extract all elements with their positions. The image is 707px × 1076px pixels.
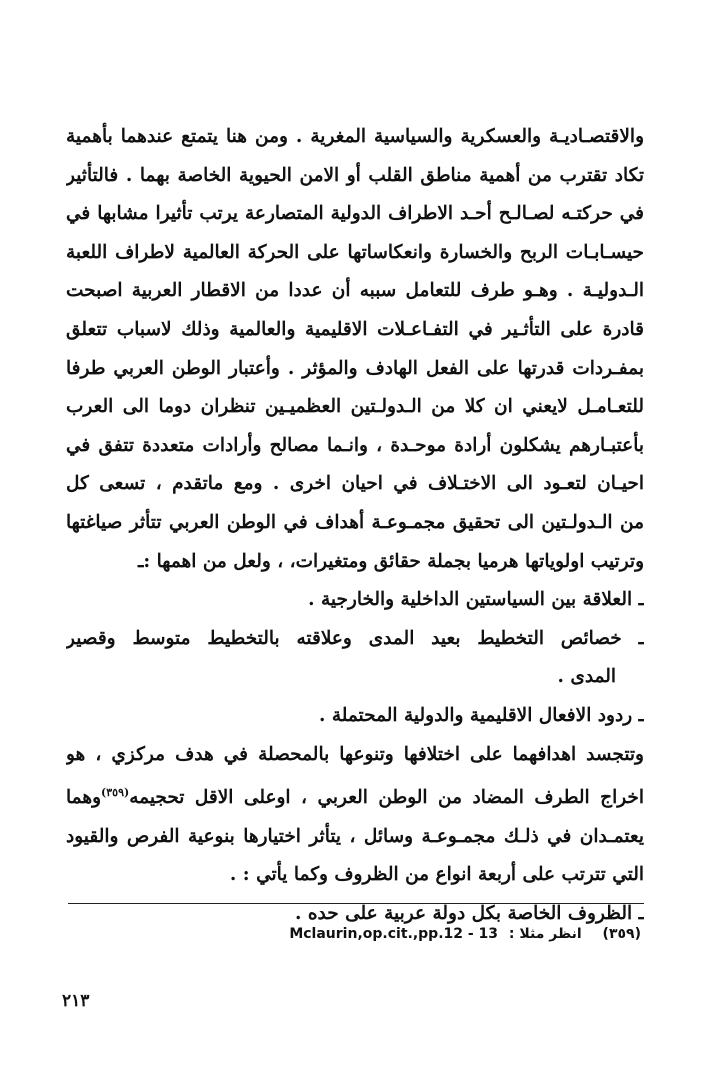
footnote bbox=[81, 926, 641, 942]
footnote-text: انظر مثلا : bbox=[508, 926, 582, 942]
footnote-number: (٣٥٩) bbox=[602, 926, 641, 942]
bullet-item: ـ ردود الافعال الاقليمية والدولية المحتملة . bbox=[318, 704, 644, 726]
footnote-reference: Mclaurin,op.cit.,pp.12 - 13 bbox=[289, 926, 499, 942]
text-line: للتعـامـل لايعني ان كلا من الـدولـتين العظميـين تنظران دوما الى العرب bbox=[66, 396, 644, 418]
footnote-divider bbox=[68, 903, 644, 904]
bullet-item-continuation: المدى . bbox=[557, 666, 616, 688]
text-line: حيسـابـات الربح والخسارة وانعكاساتها على الحركة العالمية لاطراف اللعبة bbox=[66, 241, 644, 263]
bullet-item: ـ العلاقة بين السياستين الداخلية والخارجية . bbox=[308, 589, 644, 611]
text-line: ـ الظروف الخاصة بكل دولة عربية على حده . bbox=[294, 903, 644, 925]
text-line: وتتجسد اهدافهما على اختلافها وتنوعها بالمحصلة في هدف مركزي ، هو bbox=[66, 743, 644, 765]
text-line: وترتيب اولوياتها هرميا بجملة حقائق ومتغيرات، ، ولعل من اهمها :ـ bbox=[137, 550, 644, 572]
page-number: ٢١٣ bbox=[62, 991, 90, 1011]
bullet-item: ـ خصائص التخطيط بعيد المدى وعلاقته بالتخطيط متوسط وقصير bbox=[66, 627, 644, 649]
body-text bbox=[66, 118, 644, 934]
text-line: والاقتصـاديـة والعسكرية والسياسية المغرية . ومن هنا يتمتع عندهما بأهمية bbox=[66, 126, 644, 147]
text-line: بأعتبـارهم يشكلون أرادة موحـدة ، وانـما مصالح وأرادات متعددة تتفق في bbox=[66, 434, 644, 456]
text-line: يعتمـدان في ذلـك مجمـوعـة وسائل ، يتأثر اختيارها بنوعية الفرص والقيود bbox=[66, 825, 644, 847]
text-segment: اخراج الطرف المضاد من الوطن العربي ، اوعلى الاقل تحجيمه bbox=[129, 787, 644, 809]
text-line bbox=[66, 774, 644, 818]
footnote-marker: (٣٥٩) bbox=[101, 786, 130, 800]
text-line: التي تترتب على أربعة انواع من الظروف وكما يأتي : . bbox=[229, 864, 644, 886]
text-line: تكاد تقترب من أهمية مناطق القلب أو الامن الحيوية الخاصة بهما . فالتأثير bbox=[66, 164, 644, 186]
text-line: قادرة على التأثـير في التفـاعـلات الاقليمية والعالمية وذلك لاسباب تتعلق bbox=[66, 318, 644, 340]
text-line: من الـدولـتين الى تحقيق مجمـوعـة أهداف في الوطن العربي تتأثر صياغتها bbox=[66, 511, 644, 533]
text-segment: وهما bbox=[66, 787, 102, 809]
text-line: احيـان لتعـود الى الاختـلاف في احيان اخرى . ومع ماتقدم ، تسعى كل bbox=[66, 473, 644, 495]
text-line: في حركتـه لصـالـح أحـد الاطراف الدولية المتصارعة يرتب تأثيرا مشابها في bbox=[66, 203, 644, 225]
text-line: بمفـردات قدرتها على الفعل الهادف والمؤثر . وأعتبار الوطن العربي طرفا bbox=[66, 357, 644, 379]
text-line: الـدوليـة . وهـو طرف للتعامل سببه أن عددا من الاقطار العربية اصبحت bbox=[66, 280, 644, 302]
